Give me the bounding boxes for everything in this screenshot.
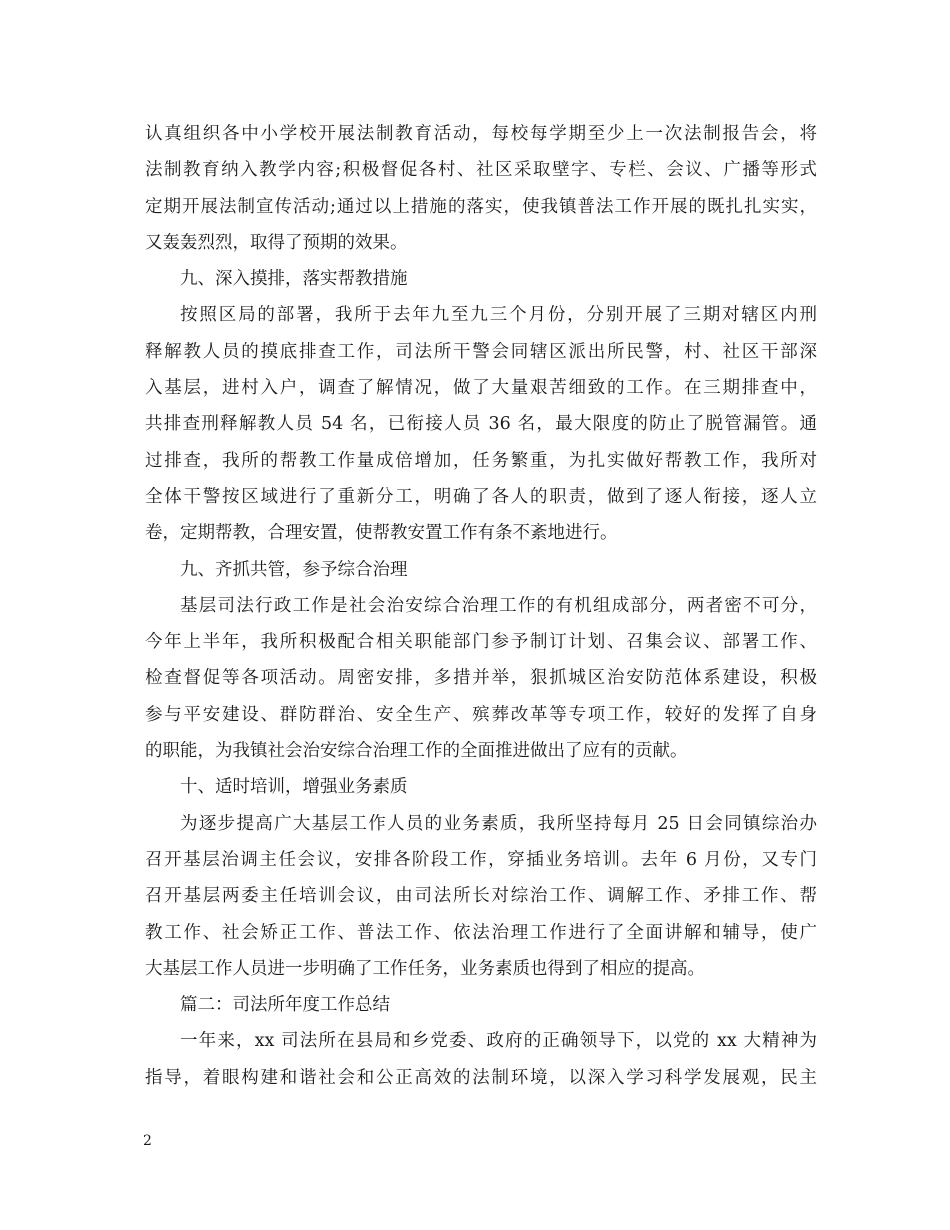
document-body xyxy=(145,116,817,1096)
paragraph-line: 召开基层治调主任会议，安排各阶段工作，穿插业务培训。去年 6 月份，又专门 xyxy=(145,849,817,870)
paragraph-line: 认真组织各中小学校开展法制教育活动，每校每学期至少上一次法制报告会，将 xyxy=(145,124,817,144)
paragraph-last-line: 又轰轰烈烈，取得了预期的效果。 xyxy=(145,232,408,253)
paragraph-line: 检查督促等各项活动。周密安排，多措并举，狠抓城区治安防范体系建设，积极 xyxy=(145,668,817,689)
paragraph-line: 全体干警按区域进行了重新分工，明确了各人的职责，做到了逐人衔接，逐人立 xyxy=(145,486,817,507)
paragraph-last-line: 卷，定期帮教，合理安置，使帮教安置工作有条不紊地进行。 xyxy=(145,523,618,544)
paragraph-line: 法制教育纳入教学内容;积极督促各村、社区采取壁字、专栏、会议、广播等形式 xyxy=(145,160,817,181)
paragraph-line: 今年上半年，我所积极配合相关职能部门参予制订计划、召集会议、部署工作、 xyxy=(145,632,817,653)
paragraph-line: 召开基层两委主任培训会议，由司法所长对综治工作、调解工作、矛排工作、帮 xyxy=(145,886,817,907)
paragraph-line: 共排查刑释解教人员 54 名，已衔接人员 36 名，最大限度的防止了脱管漏管。通 xyxy=(145,414,817,435)
paragraph-last-line: 的职能，为我镇社会治安综合治理工作的全面推进做出了应有的贡献。 xyxy=(145,741,688,762)
paragraph-line: 入基层，进村入户，调查了解情况，做了大量艰苦细致的工作。在三期排查中， xyxy=(145,378,817,399)
page-number: 2 xyxy=(143,1133,152,1149)
paragraph-line: 定期开展法制宣传活动;通过以上措施的落实，使我镇普法工作开展的既扎扎实实， xyxy=(145,196,817,217)
paragraph-line: 参与平安建设、群防群治、安全生产、殡葬改革等专项工作，较好的发挥了自身 xyxy=(145,704,817,725)
paragraph-line: 释解教人员的摸底排查工作，司法所干警会同辖区派出所民警，村、社区干部深 xyxy=(145,341,817,362)
section-heading: 九、深入摸排，落实帮教措施 xyxy=(180,269,408,290)
section-heading: 十、适时培训，增强业务素质 xyxy=(180,777,408,798)
paragraph-first-line: 基层司法行政工作是社会治安综合治理工作的有机组成部分，两者密不可分， xyxy=(180,595,817,616)
paragraph-line: 过排查，我所的帮教工作量成倍增加，任务繁重，为扎实做好帮教工作，我所对 xyxy=(145,450,817,471)
section-heading: 篇二：司法所年度工作总结 xyxy=(180,995,390,1016)
paragraph-first-line: 为逐步提高广大基层工作人员的业务素质，我所坚持每月 25 日会同镇综治办 xyxy=(180,813,817,834)
paragraph-line: 教工作、社会矫正工作、普法工作、依法治理工作进行了全面讲解和辅导，使广 xyxy=(145,922,817,943)
paragraph-last-line: 大基层工作人员进一步明确了工作任务，业务素质也得到了相应的提高。 xyxy=(145,958,705,979)
paragraph-first-line: 一年来，xx 司法所在县局和乡党委、政府的正确领导下，以党的 xx 大精神为 xyxy=(180,1031,817,1052)
section-heading: 九、齐抓共管，参予综合治理 xyxy=(180,559,408,580)
paragraph-first-line: 按照区局的部署，我所于去年九至九三个月份，分别开展了三期对辖区内刑 xyxy=(180,305,817,326)
paragraph-line: 指导，着眼构建和谐社会和公正高效的法制环境，以深入学习科学发展观，民主 xyxy=(145,1067,817,1088)
